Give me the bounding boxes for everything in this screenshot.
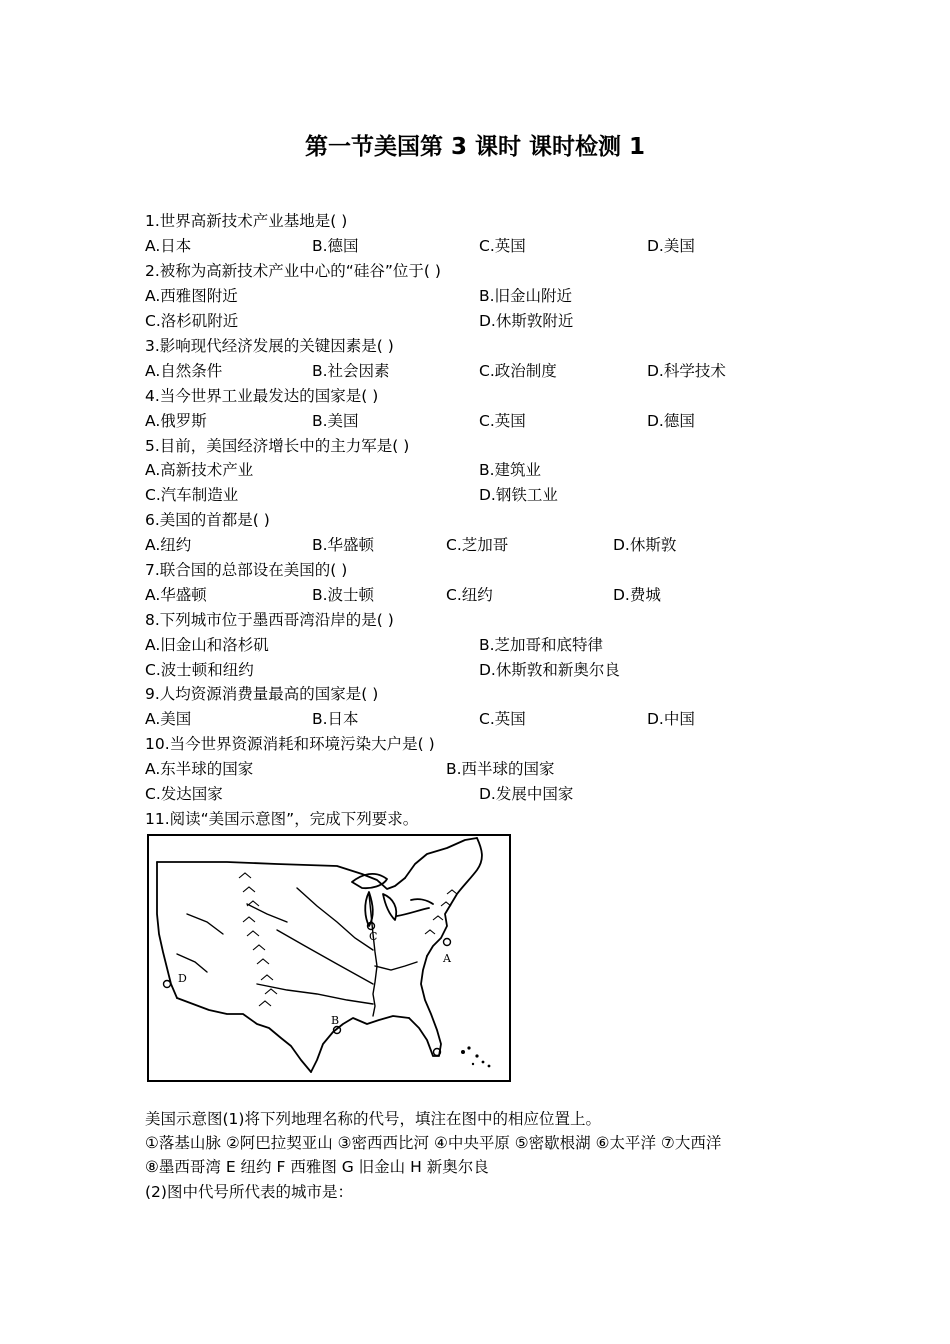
option-b: B.美国 bbox=[312, 412, 359, 430]
option-b: B.芝加哥和底特律 bbox=[479, 636, 604, 654]
question-stem: 9.人均资源消费量最高的国家是( ) bbox=[145, 685, 379, 703]
option-c: C.英国 bbox=[479, 237, 526, 255]
map-label-a: A bbox=[443, 952, 451, 965]
option-c: C.英国 bbox=[479, 710, 526, 728]
option-d: D.德国 bbox=[647, 412, 695, 430]
option-d: D.美国 bbox=[647, 237, 695, 255]
option-b: B.西半球的国家 bbox=[446, 760, 555, 778]
option-d: D.钢铁工业 bbox=[479, 486, 558, 504]
option-c: C.波士顿和纽约 bbox=[145, 661, 254, 679]
page-title: 第一节美国第 3 课时 课时检测 1 bbox=[304, 134, 646, 160]
option-d: D.科学技术 bbox=[647, 362, 726, 380]
question-stem: 1.世界高新技术产业基地是( ) bbox=[145, 212, 348, 230]
map-label-c: C bbox=[369, 930, 378, 943]
option-b: B.建筑业 bbox=[479, 461, 542, 479]
option-a: A.美国 bbox=[145, 710, 192, 728]
option-c: C.英国 bbox=[479, 412, 526, 430]
option-d: D.休斯敦和新奥尔良 bbox=[479, 661, 620, 679]
option-c: C.芝加哥 bbox=[446, 536, 509, 554]
map-frame bbox=[148, 835, 510, 1081]
option-b: B.德国 bbox=[312, 237, 359, 255]
option-a: A.高新技术产业 bbox=[145, 461, 254, 479]
option-a: A.西雅图附近 bbox=[145, 287, 238, 305]
map-label-b: B bbox=[331, 1014, 340, 1027]
question-part2: (2)图中代号所代表的城市是： bbox=[145, 1183, 353, 1201]
option-b: B.华盛顿 bbox=[312, 536, 375, 554]
question-stem: 3.影响现代经济发展的关键因素是( ) bbox=[145, 337, 394, 355]
option-b: B.旧金山附近 bbox=[479, 287, 573, 305]
place-names-line2: ⑧墨西哥湾 E 纽约 F 西雅图 G 旧金山 H 新奥尔良 bbox=[145, 1158, 489, 1176]
option-c: C.洛杉矶附近 bbox=[145, 312, 239, 330]
question-stem: 6.美国的首都是( ) bbox=[145, 511, 270, 529]
question-stem: 7.联合国的总部设在美国的( ) bbox=[145, 561, 348, 579]
option-d: D.中国 bbox=[647, 710, 695, 728]
option-b: B.日本 bbox=[312, 710, 359, 728]
map-caption: 美国示意图(1)将下列地理名称的代号，填注在图中的相应位置上。 bbox=[145, 1110, 601, 1128]
option-c: C.发达国家 bbox=[145, 785, 223, 803]
option-a: A.华盛顿 bbox=[145, 586, 207, 604]
option-a: A.日本 bbox=[145, 237, 192, 255]
option-b: B.社会因素 bbox=[312, 362, 390, 380]
option-a: A.俄罗斯 bbox=[145, 412, 207, 430]
option-d: D.费城 bbox=[613, 586, 661, 604]
question-stem: 8.下列城市位于墨西哥湾沿岸的是( ) bbox=[145, 611, 394, 629]
option-a: A.纽约 bbox=[145, 536, 192, 554]
question-stem: 4.当今世界工业最发达的国家是( ) bbox=[145, 387, 379, 405]
question-stem: 5.目前，美国经济增长中的主力军是( ) bbox=[145, 437, 410, 455]
option-a: A.东半球的国家 bbox=[145, 760, 254, 778]
option-c: C.政治制度 bbox=[479, 362, 557, 380]
question-stem: 11.阅读“美国示意图”，完成下列要求。 bbox=[145, 810, 419, 828]
option-c: C.汽车制造业 bbox=[145, 486, 239, 504]
map-label-d: D bbox=[178, 972, 187, 985]
option-d: D.休斯敦 bbox=[613, 536, 677, 554]
usa-map bbox=[147, 834, 511, 1082]
option-a: A.自然条件 bbox=[145, 362, 223, 380]
question-stem: 2.被称为高新技术产业中心的“硅谷”位于( ) bbox=[145, 262, 441, 280]
option-a: A.旧金山和洛杉矶 bbox=[145, 636, 269, 654]
option-c: C.纽约 bbox=[446, 586, 493, 604]
question-stem: 10.当今世界资源消耗和环境污染大户是( ) bbox=[145, 735, 435, 753]
option-b: B.波士顿 bbox=[312, 586, 375, 604]
place-names-line1: ①落基山脉 ②阿巴拉契亚山 ③密西西比河 ④中央平原 ⑤密歇根湖 ⑥太平洋 ⑦大西洋 bbox=[145, 1134, 722, 1152]
option-d: D.休斯敦附近 bbox=[479, 312, 574, 330]
option-d: D.发展中国家 bbox=[479, 785, 574, 803]
